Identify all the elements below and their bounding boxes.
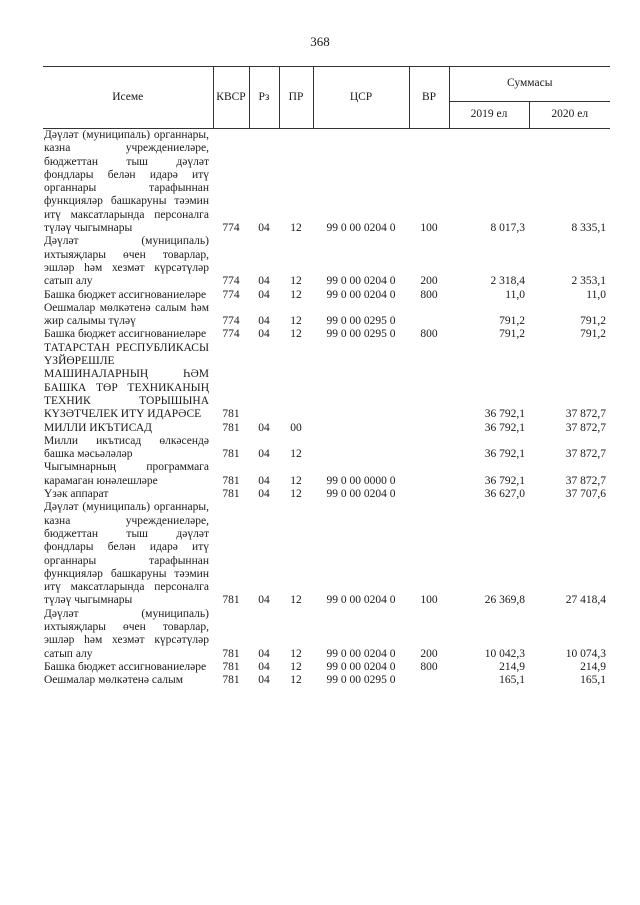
row-pr: 12 — [290, 474, 302, 487]
row-vr: 100 — [420, 222, 438, 235]
header-sum: Суммасы — [449, 67, 610, 102]
row-2019: 36 792,1 — [484, 448, 525, 461]
row-pr: 12 — [290, 275, 302, 288]
row-kvsr: 781 — [222, 474, 240, 487]
row-rz: 04 — [258, 660, 270, 673]
row-name: МИЛЛИ ИКЪТИСАД — [44, 421, 152, 434]
row-2019: 10 042,3 — [484, 647, 525, 660]
row-name: Оешмалар мөлкәтенә салым һәм жир салымы түләү — [44, 301, 209, 328]
row-vr: 800 — [420, 328, 438, 341]
row-2019: 8 017,3 — [490, 222, 525, 235]
row-vr: 200 — [420, 275, 438, 288]
row-name: Дәүләт (муниципаль) органнары, казна учреждениеләре, бюджеттан тыш дәүләт фондлары белән идарә итү органнары тарафыннан функцияләр башкаруны тәэмин итү максатларында персоналга түләү чыгымнары — [44, 129, 209, 235]
row-rz: 04 — [258, 288, 270, 301]
row-kvsr: 781 — [222, 421, 240, 434]
row-vr — [409, 488, 449, 501]
row-csr: 99 0 00 0204 0 — [326, 275, 396, 288]
row-csr: 99 0 00 0295 0 — [326, 674, 396, 687]
row-csr: 99 0 00 0000 0 — [326, 474, 396, 487]
table-row — [43, 461, 610, 488]
row-kvsr: 774 — [222, 288, 240, 301]
row-csr — [313, 342, 409, 422]
row-kvsr: 781 — [222, 594, 240, 607]
row-2019: 214,9 — [499, 660, 525, 673]
row-rz: 04 — [258, 328, 270, 341]
row-2020: 37 872,7 — [565, 421, 606, 434]
header-2020: 2020 ел — [529, 102, 610, 129]
row-2019: 36 627,0 — [484, 488, 525, 501]
row-pr: 12 — [290, 288, 302, 301]
row-vr — [409, 435, 449, 462]
row-name: Дәүләт (муниципаль) ихтыяҗлары өчен товарлар, эшләр һәм хезмәт күрсәтүләр сатып алу — [44, 607, 209, 660]
row-name: Милли икътисад өлкәсендә башка мәсьәләләр — [44, 434, 209, 461]
table-row — [43, 608, 610, 661]
row-2019: 26 369,8 — [484, 594, 525, 607]
row-kvsr: 774 — [222, 275, 240, 288]
row-csr — [313, 422, 409, 435]
header-kvsr: КВСР — [213, 67, 249, 129]
row-pr: 00 — [290, 421, 302, 434]
row-kvsr: 781 — [222, 448, 240, 461]
row-2019: 36 792,1 — [484, 474, 525, 487]
table-body — [43, 129, 610, 688]
row-2020: 2 353,1 — [571, 275, 606, 288]
row-rz: 04 — [258, 315, 270, 328]
row-2019: 791,2 — [499, 328, 525, 341]
row-2020: 11,0 — [586, 288, 606, 301]
row-name: Чыгымнарның программага карамаган юнәлешләре — [44, 461, 209, 487]
row-name: Дәүләт (муниципаль) ихтыяҗлары өчен товарлар, эшләр һәм хезмәт күрсәтүләр сатып алу — [44, 235, 209, 288]
row-name: Башка бюджет ассигнованиеләре — [44, 288, 207, 301]
row-vr: 800 — [420, 288, 438, 301]
row-2020: 37 872,7 — [565, 448, 606, 461]
row-rz: 04 — [258, 488, 270, 501]
row-name: Оешмалар мөлкәтенә салым — [44, 674, 184, 687]
table-row — [43, 328, 610, 341]
row-pr: 12 — [290, 315, 302, 328]
row-name: Башка бюджет ассигнованиеләре — [44, 328, 207, 341]
header-2019: 2019 ел — [449, 102, 529, 129]
header-name: Исеме — [43, 67, 213, 129]
row-vr: 800 — [420, 660, 438, 673]
row-csr: 99 0 00 0204 0 — [326, 647, 396, 660]
row-rz: 04 — [258, 275, 270, 288]
row-name: ТАТАРСТАН РЕСПУБЛИКАСЫ ҮЗЙӨРЕШЛЕ МАШИНАЛАРНЫҢ ҺӘМ БАШКА ТӨР ТЕХНИКАНЫҢ ТЕХНИК ТОРЫШЫНА КҮЗӘТЧЕЛЕК ИТҮ ИДАРӘСЕ — [44, 341, 209, 421]
row-2019: 11,0 — [505, 288, 525, 301]
table-row — [43, 501, 610, 607]
row-vr — [409, 461, 449, 488]
row-rz — [249, 342, 279, 422]
table-row — [43, 435, 610, 462]
header-vr: ВР — [409, 67, 449, 129]
row-vr: 100 — [420, 594, 438, 607]
row-csr: 99 0 00 0204 0 — [326, 288, 396, 301]
row-vr — [409, 422, 449, 435]
row-rz: 04 — [258, 474, 270, 487]
row-2020: 10 074,3 — [565, 647, 606, 660]
header-rz: Рз — [249, 67, 279, 129]
row-pr: 12 — [290, 674, 302, 687]
table-row — [43, 422, 610, 435]
table-row — [43, 129, 610, 236]
row-pr: 12 — [290, 222, 302, 235]
row-rz: 04 — [258, 674, 270, 687]
row-pr: 12 — [290, 647, 302, 660]
budget-table — [43, 66, 610, 687]
row-kvsr: 774 — [222, 328, 240, 341]
row-csr: 99 0 00 0204 0 — [326, 222, 396, 235]
row-kvsr: 781 — [222, 674, 240, 687]
table-row — [43, 661, 610, 674]
row-2020: 27 418,4 — [565, 594, 606, 607]
row-name: Дәүләт (муниципаль) органнары, казна учреждениеләре, бюджеттан тыш дәүләт фондлары белән идарә итү органнары тарафыннан функцияләр башкаруны тәэмин итү максатларында персоналга түләү чыгымнары — [44, 501, 209, 607]
row-csr: 99 0 00 0204 0 — [326, 488, 396, 501]
row-pr: 12 — [290, 448, 302, 461]
row-2019: 165,1 — [499, 674, 525, 687]
row-csr: 99 0 00 0295 0 — [326, 328, 396, 341]
header-pr: ПР — [279, 67, 313, 129]
row-kvsr: 781 — [222, 408, 240, 421]
row-rz: 04 — [258, 647, 270, 660]
table-row — [43, 235, 610, 288]
row-pr: 12 — [290, 488, 302, 501]
row-2019: 36 792,1 — [484, 421, 525, 434]
row-kvsr: 774 — [222, 315, 240, 328]
row-2020: 37 707,6 — [565, 488, 606, 501]
row-kvsr: 781 — [222, 660, 240, 673]
row-2019: 2 318,4 — [490, 275, 525, 288]
row-kvsr: 781 — [222, 647, 240, 660]
row-2020: 791,2 — [580, 315, 606, 328]
table-row — [43, 488, 610, 501]
row-pr: 12 — [290, 594, 302, 607]
row-csr: 99 0 00 0204 0 — [326, 594, 396, 607]
row-csr: 99 0 00 0204 0 — [326, 660, 396, 673]
row-2020: 791,2 — [580, 328, 606, 341]
row-kvsr: 774 — [222, 222, 240, 235]
row-pr: 12 — [290, 328, 302, 341]
page-number: 368 — [310, 34, 330, 49]
row-2020: 37 872,7 — [565, 474, 606, 487]
row-rz: 04 — [258, 594, 270, 607]
header-csr: ЦСР — [313, 67, 409, 129]
row-rz: 04 — [258, 222, 270, 235]
row-vr — [409, 302, 449, 329]
row-pr — [279, 342, 313, 422]
row-2019: 36 792,1 — [484, 408, 525, 421]
row-2020: 214,9 — [580, 660, 606, 673]
table-row — [43, 289, 610, 302]
row-rz: 04 — [258, 421, 270, 434]
row-name: Башка бюджет ассигнованиеләре — [44, 660, 207, 673]
row-pr: 12 — [290, 660, 302, 673]
row-kvsr: 781 — [222, 488, 240, 501]
row-csr — [313, 435, 409, 462]
row-2019: 791,2 — [499, 315, 525, 328]
row-csr: 99 0 00 0295 0 — [326, 315, 396, 328]
table-row — [43, 674, 610, 687]
row-2020: 37 872,7 — [565, 408, 606, 421]
row-vr — [409, 342, 449, 422]
row-vr: 200 — [420, 647, 438, 660]
row-vr — [409, 674, 449, 687]
row-name: Үзәк аппарат — [44, 488, 109, 501]
table-row — [43, 342, 610, 422]
row-2020: 165,1 — [580, 674, 606, 687]
table-row — [43, 302, 610, 329]
row-2020: 8 335,1 — [571, 222, 606, 235]
row-rz: 04 — [258, 448, 270, 461]
